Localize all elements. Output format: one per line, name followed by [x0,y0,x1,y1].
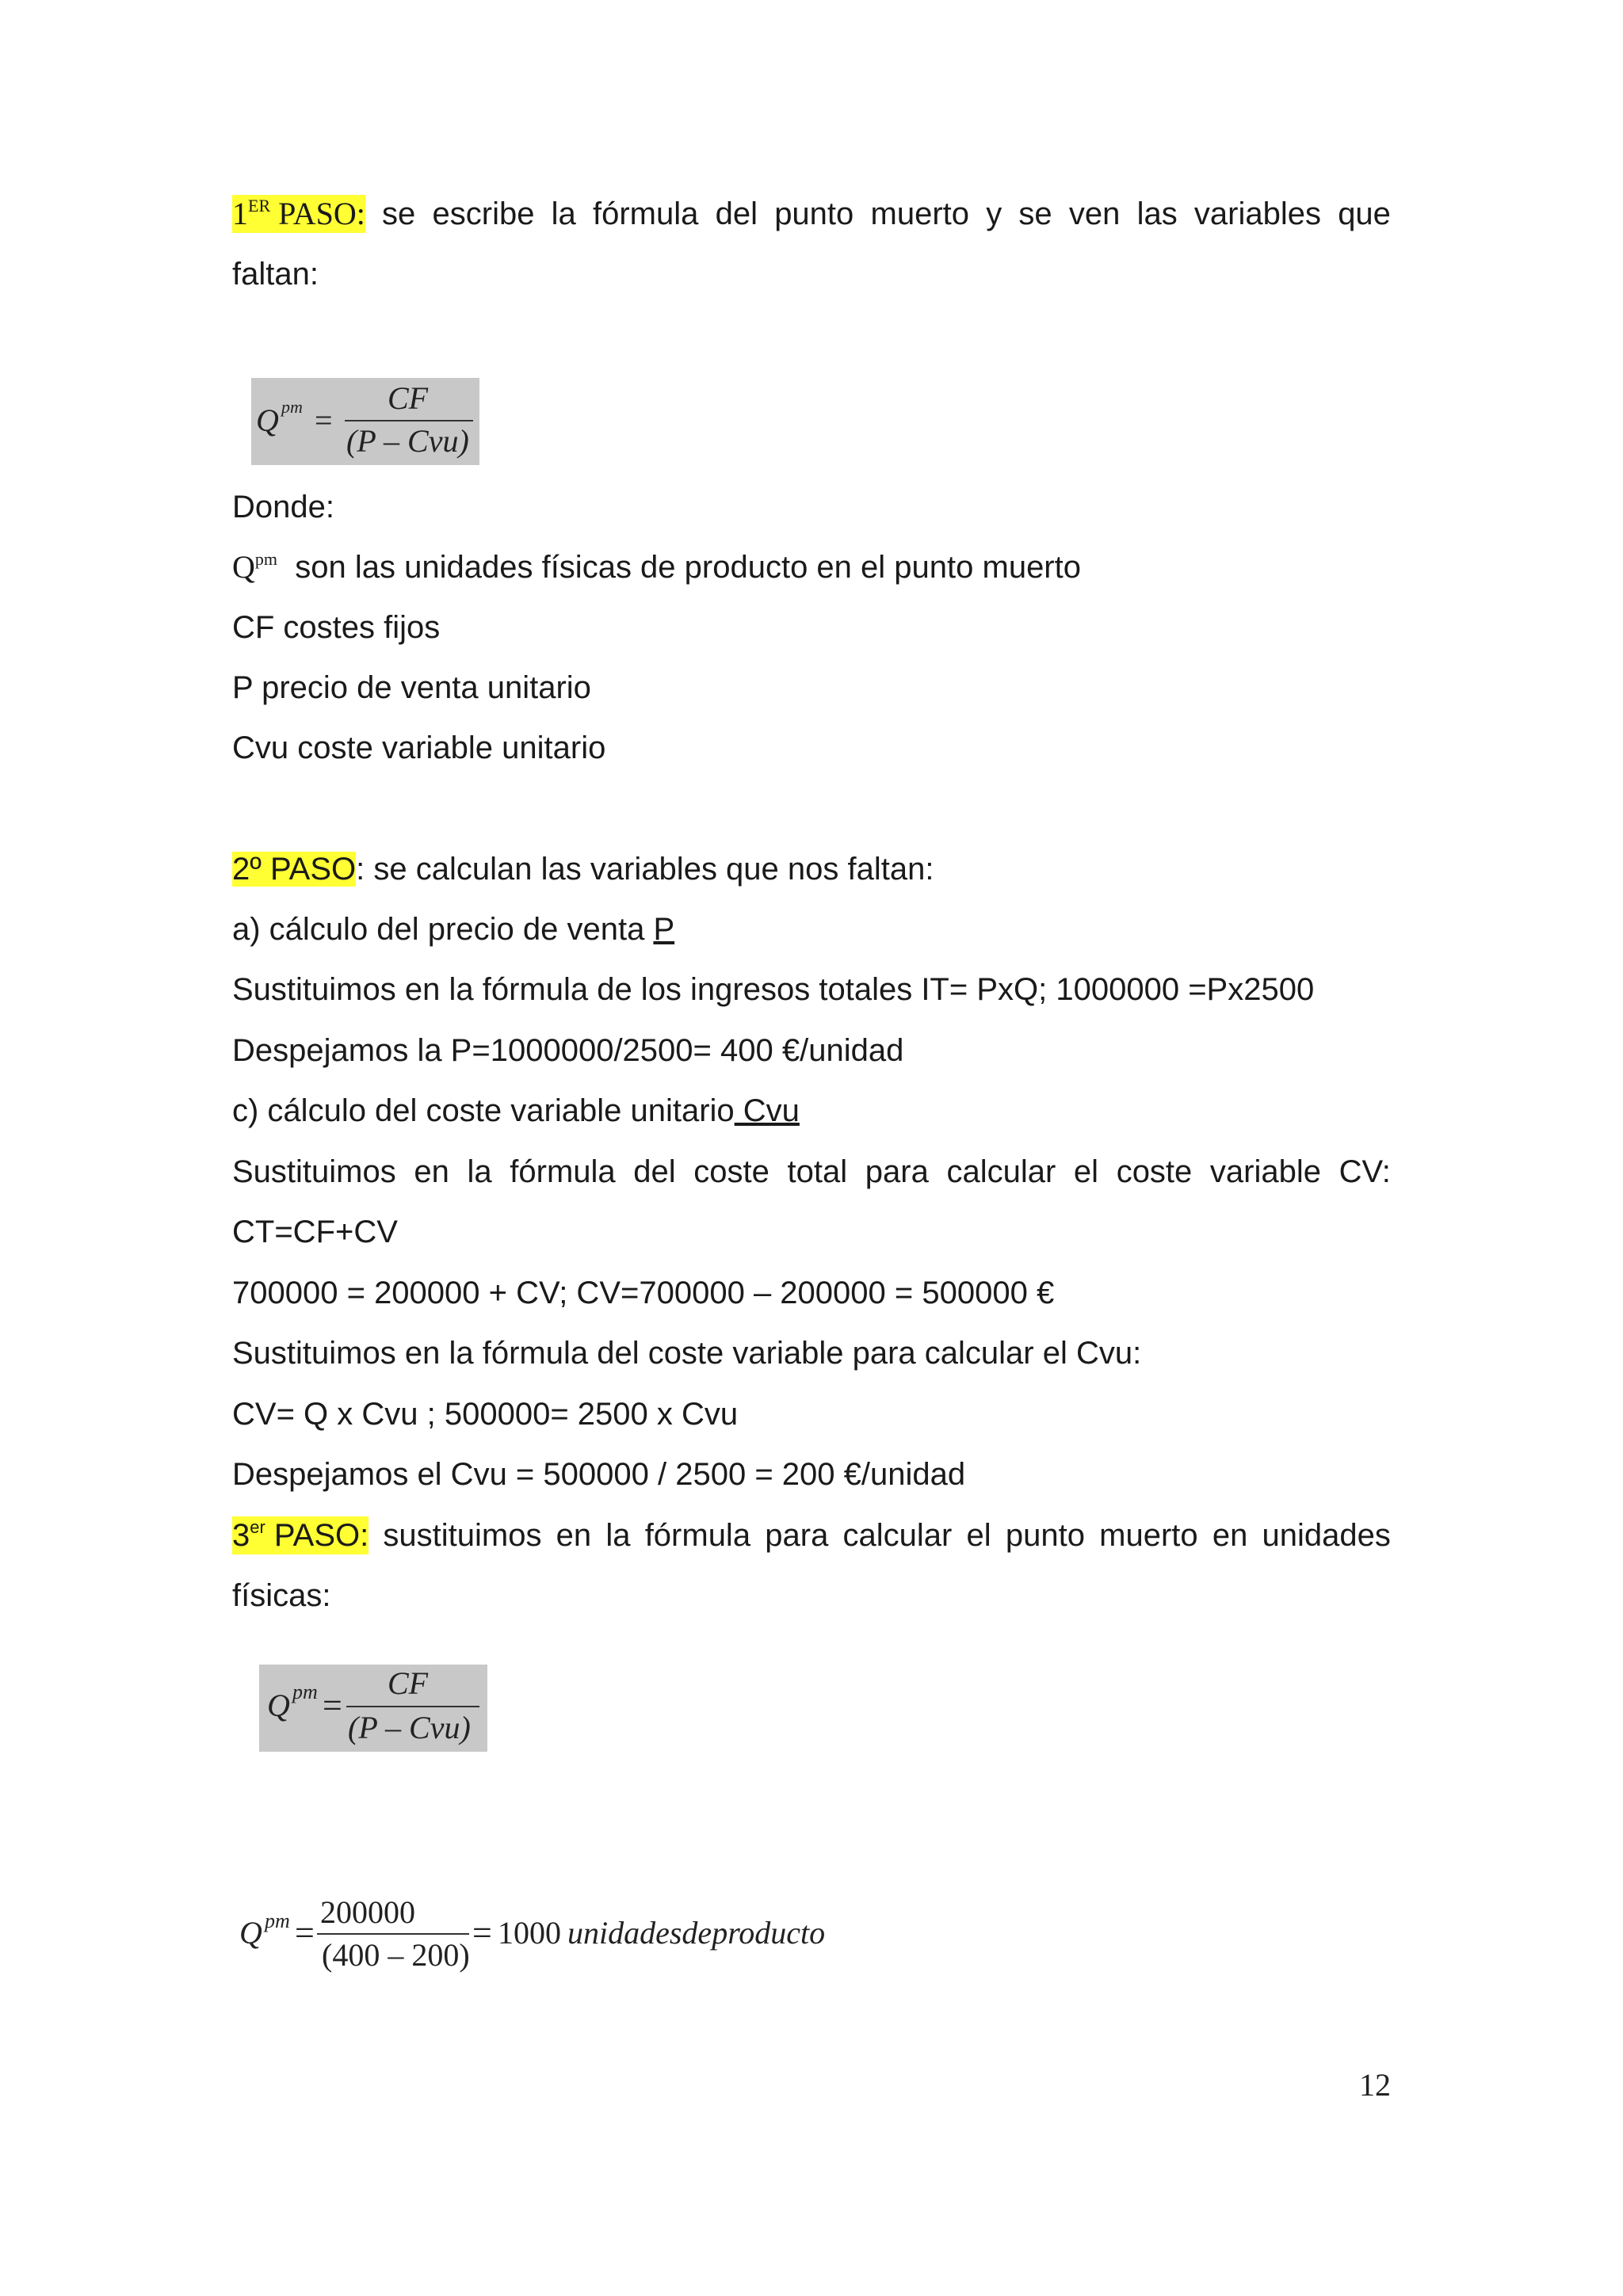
formula-numerator: 200000 [320,1894,415,1930]
variable-p: P [653,912,675,947]
step1-word: se [382,196,416,231]
step3-paragraph-line1 [232,1516,1391,1554]
step1-word: escribe [432,196,535,231]
formula-equals: = [323,1686,342,1725]
step1-word: las [1136,196,1178,231]
definition-qpm [232,548,1081,586]
step3-word: punto [1005,1518,1085,1553]
step1-word: y [986,196,1002,231]
step2-c-heading: c) cálculo del coste variable unitario Cvu [232,1093,800,1128]
step2-c-line4: Sustituimos en la fórmula del coste variable para calcular el Cvu: [232,1336,1142,1371]
step1-label: 1ER PASO: [232,196,365,231]
step3-word: en [556,1518,592,1553]
step1-paragraph-line1 [232,195,1391,233]
definitions-intro: Donde: [232,490,334,524]
result-equals: = [472,1913,492,1952]
step2-c-word: Sustituimos [232,1154,396,1189]
formula-lhs: Q [267,1688,290,1723]
step2-a-heading: a) cálculo del precio de venta P [232,912,675,947]
step1-word: la [551,196,576,231]
q-definition-text: son las unidades físicas de producto en el punto muerto [295,550,1081,585]
step2-c-word: CV: [1338,1154,1391,1189]
formula-lhs: Q [239,1915,262,1951]
step2-label: 2º PASO [232,852,357,887]
step3-word: muerto [1099,1518,1198,1553]
fraction-bar [346,1706,479,1707]
step1-word: ven [1068,196,1121,231]
formula-box-1 [251,378,479,465]
step2-a-line1: Sustituimos en la fórmula de los ingresos totales IT= PxQ; 1000000 =Px2500 [232,972,1315,1007]
step3-word: unidades [1262,1518,1391,1553]
step2-a-line2: Despejamos la P=1000000/2500= 400 €/unidad [232,1033,904,1068]
step1-word: fórmula [593,196,699,231]
step1-word: muerto [870,196,969,231]
step1-paragraph-line2: faltan: [232,257,319,292]
step2-c-word: fórmula [510,1154,616,1189]
step2-c-word: coste [693,1154,769,1189]
step2-c-word: del [633,1154,676,1189]
step2-c-line6: Despejamos el Cvu = 500000 / 2500 = 200 €/unidad [232,1457,966,1492]
formula-lhs-sup: pm [292,1680,318,1703]
formula-denominator: (P – Cvu) [348,1710,471,1745]
step1-word: punto [774,196,854,231]
step2-c-word: en [414,1154,449,1189]
step2-c-line1 [232,1153,1391,1191]
step3-word: la [605,1518,631,1553]
formula-denominator: (400 – 200) [322,1937,470,1973]
step2-c-line3: 700000 = 200000 + CV; CV=700000 – 200000 = 500000 € [232,1276,1055,1310]
formula-lhs-sup: pm [281,397,303,417]
step3-word: fórmula [644,1518,751,1553]
formula-equals: = [295,1913,315,1952]
step3-word: en [1212,1518,1248,1553]
step2-c-word: total [787,1154,848,1189]
page-number: 12 [1359,2067,1391,2103]
step2-heading-text: : se calculan las variables que nos faltan: [356,852,934,887]
step2-c-word: coste [1116,1154,1193,1189]
step3-word: para [765,1518,829,1553]
step1-word: que [1338,196,1391,231]
result-value: 1000 [498,1915,561,1951]
step2-heading [232,850,934,888]
formula-result [238,1894,872,1981]
step2-c-word: la [467,1154,492,1189]
step2-c-word: el [1073,1154,1099,1189]
formula-equals: = [315,402,333,438]
formula-lhs-sup: pm [265,1909,290,1932]
formula-numerator: CF [388,380,429,416]
result-unit-text: unidadesdeproducto [567,1915,826,1951]
formula-box-2 [259,1665,487,1752]
step3-word: el [966,1518,991,1553]
step2-c-line2: CT=CF+CV [232,1215,398,1249]
q-sup: pm [254,549,278,569]
formula-numerator: CF [388,1665,429,1701]
definition-cvu: Cvu coste variable unitario [232,730,606,765]
step3-label: 3er PASO: [232,1517,369,1553]
fraction-bar [345,420,473,421]
step1-word: variables [1193,196,1321,231]
formula-lhs: Q [256,402,279,438]
step2-c-line5: CV= Q x Cvu ; 500000= 2500 x Cvu [232,1397,739,1432]
step3-word: calcular [842,1518,953,1553]
q-symbol: Q [232,549,255,585]
definition-cf: CF costes fijos [232,610,441,645]
variable-cvu: Cvu [734,1093,800,1128]
step1-word: del [715,196,758,231]
step2-c-word: variable [1209,1154,1321,1189]
formula-denominator: (P – Cvu) [346,423,469,459]
step3-word: sustituimos [383,1518,542,1553]
step2-c-word: calcular [946,1154,1056,1189]
definition-p: P precio de venta unitario [232,670,591,705]
step1-word: se [1018,196,1052,231]
step3-paragraph-line2: físicas: [232,1578,331,1613]
step2-c-word: para [865,1154,929,1189]
fraction-bar [317,1933,469,1935]
